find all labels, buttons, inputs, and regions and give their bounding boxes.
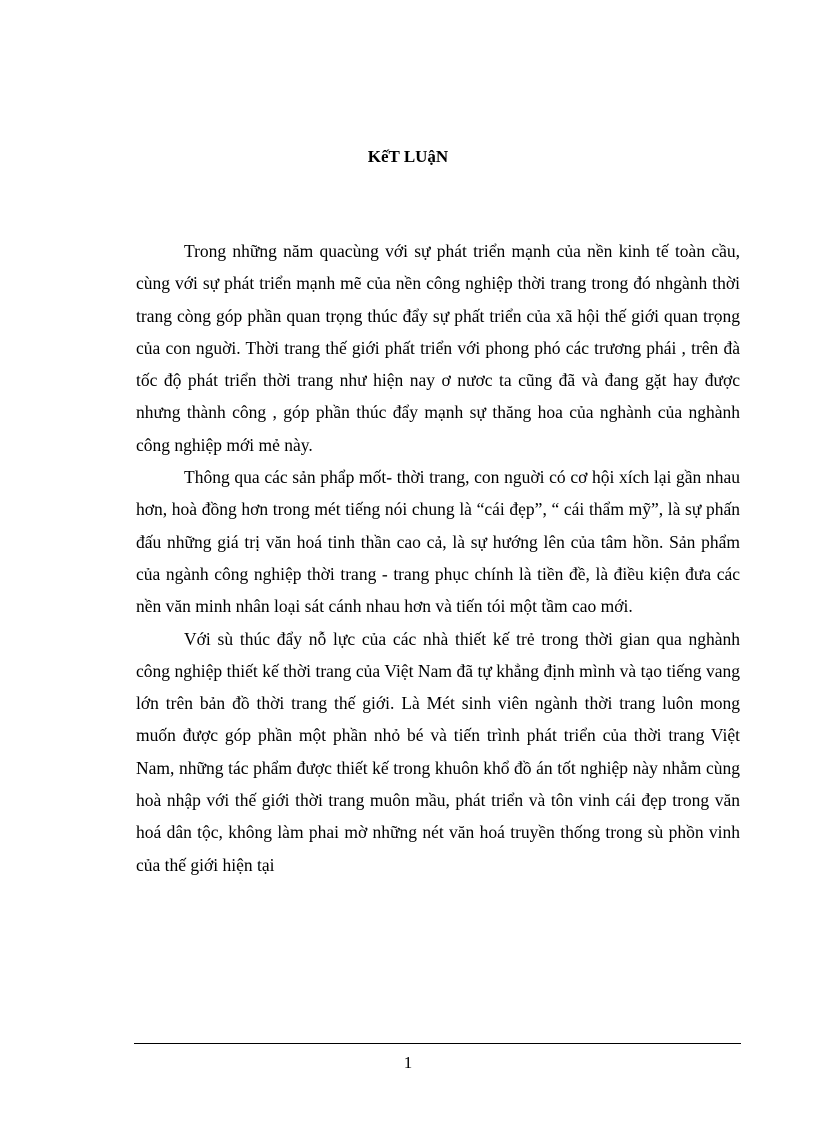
- page-number: 1: [403, 1053, 413, 1072]
- footer-divider: [134, 1043, 741, 1044]
- page-title: KếT LUậN: [367, 147, 449, 166]
- paragraph-3: Với sù thúc đẩy nỗ lực của các nhà thiết kế trẻ trong thời gian qua nghành công nghiệp thiết kế thời trang của Việt Nam đã tự khẳng định mình và tạo tiếng vang lớn trên bản đồ thời trang thế giới. Là Mét sinh viên ngành thời trang luôn mong muốn được góp phần một phần nhỏ bé và tiến trình phát triển của thời trang Việt Nam, những tác phẩm được thiết kế trong khuôn khổ đồ án tốt nghiệp này nhằm cùng hoà nhập với thế giới thời trang muôn mầu, phát triển và tôn vinh cái đẹp trong văn hoá dân tộc, không làm phai mờ những nét văn hoá truyền thống trong sù phồn vinh của thế giới hiện tại: [136, 628, 740, 875]
- paragraph-2: Thông qua các sản phẩp mốt- thời trang, con nguời có cơ hội xích lại gần nhau hơn, hoà đồng hơn trong mét tiếng nói chung là “cái đẹp”, “ cái thẩm mỹ”, là sự phấn đấu những giá trị văn hoá tinh thần cao cả, là sự hướng lên của tâm hồn. Sản phẩm của ngành công nghiệp thời trang - trang phục chính là tiền đề, là điều kiện đưa các nền văn minh nhân loại sát cánh nhau hơn và tiến tói một tầm cao mới.: [136, 467, 740, 617]
- paragraph-1: Trong những năm quacùng với sự phát triển mạnh của nền kinh tế toàn cầu, cùng với sự phát triển mạnh mẽ của nền công nghiệp thời trang trong đó nhgành thời trang còng góp phần quan trọng thúc đẩy sự phất triển của xã hội thế giới quan trọng của con nguời. Thời trang thế giới phất triển với phong phó các trương phái , trên đà tốc độ phát triển thời trang như hiện nay ơ nươc ta cũng đã và đang gặt hay được nhưng thành công , góp phần thúc đẩy mạnh sự thăng hoa của nghành của nghành công nghiệp mới mẻ này.: [136, 241, 740, 455]
- body-text: [136, 235, 740, 881]
